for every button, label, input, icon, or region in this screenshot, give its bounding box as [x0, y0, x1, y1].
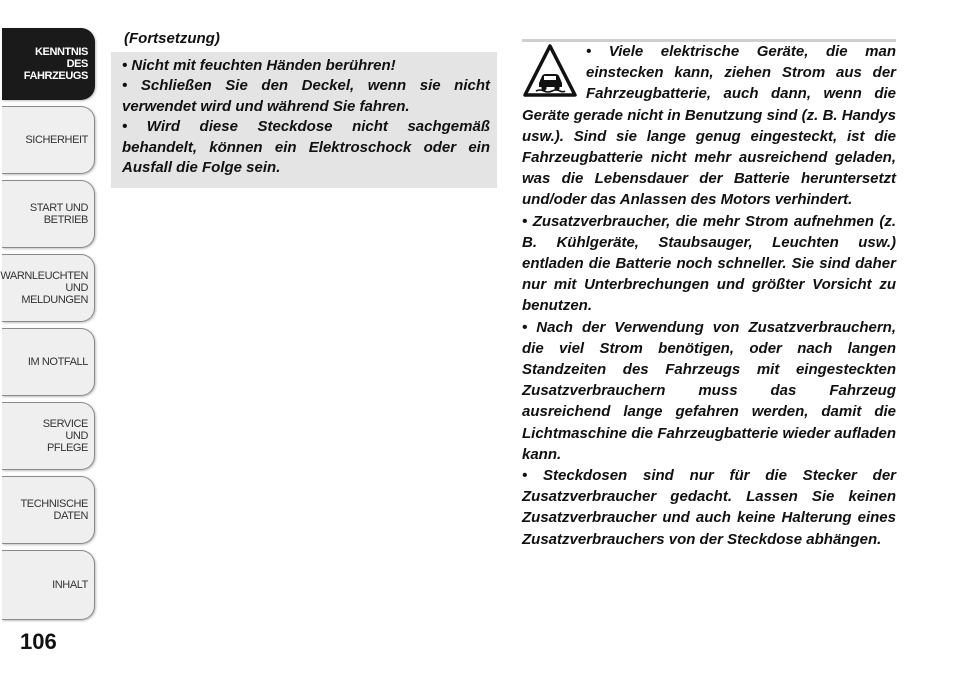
right-warning-list	[522, 41, 896, 550]
warning-bullet: • Nicht mit feuchten Händen berühren!	[122, 57, 396, 74]
tab-label-line: FAHRZEUGS	[23, 70, 88, 82]
tab-label-line: TECHNISCHE	[20, 498, 88, 510]
tab-label-line: WARNLEUCHTEN	[0, 270, 88, 282]
warning-bullet: • Zusatzverbraucher, die mehr Strom aufnehmen (z. B. Kühlgeräte, Staubsauger, Leuchten usw.) entladen die Batterie noch schneller. Sie sind daher nur mit Unterbrechungen und größter Vorsicht zu benutzen.	[522, 212, 896, 315]
tab-label-line: START UND	[29, 202, 88, 214]
tab-label-line: INHALT	[52, 579, 88, 591]
continued-label: (Fortsetzung)	[124, 30, 220, 47]
icon-spacer	[522, 41, 586, 103]
warning-bullet: • Viele elektrische Geräte, die man einstecken kann, ziehen Strom aus der Fahrzeugbatterie, auch dann, wenn die Geräte gerade nicht in Benutzung sind (z. B. Handys usw.). Sind sie lange genug eingesteckt, ist die Fahrzeugbatterie nicht mehr ausreichend geladen, was die Lebensdauer der Batterie heruntersetzt und/oder das Anlassen des Motors verhindert.	[522, 43, 896, 209]
page-number: 106	[20, 629, 57, 654]
tab-label-line: UND	[65, 430, 88, 442]
warning-bullet: • Schließen Sie den Deckel, wenn sie nicht verwendet wird und während Sie fahren.	[122, 77, 490, 115]
tab-label-line: DES	[66, 58, 88, 70]
tab-warnleuchten-und-meldungen[interactable]	[2, 254, 95, 322]
tab-label-line: DATEN	[53, 510, 88, 522]
tab-label-line: MELDUNGEN	[21, 294, 88, 306]
tab-kenntnis-des-fahrzeugs[interactable]	[2, 28, 95, 100]
tab-inhalt[interactable]	[2, 550, 95, 620]
tab-technische-daten[interactable]	[2, 476, 95, 544]
tab-service-und-pflege[interactable]	[2, 402, 95, 470]
tab-sicherheit[interactable]	[2, 106, 95, 174]
tab-label-line: PFLEGE	[46, 442, 88, 454]
tab-label-line: UND	[65, 282, 88, 294]
warning-bullet: • Nach der Verwendung von Zusatzverbrauchern, die viel Strom benötigen, oder nach langen Standzeiten des Fahrzeugs mit eingesteckten Zusatzverbrauchern muss das Fahrzeug ausreichend lange gefahren werden, damit die Lichtmaschine die Fahrzeugbatterie wieder aufladen kann.	[522, 318, 896, 463]
tab-label-line: SERVICE	[42, 418, 88, 430]
tab-label-line: BETRIEB	[43, 214, 88, 226]
warning-bullet: • Wird diese Steckdose nicht sachgemäß behandelt, können ein Elektroschock oder ein Ausfall die Folge sein.	[122, 118, 490, 177]
tab-label-line: IM NOTFALL	[27, 356, 88, 368]
warning-bullet: • Steckdosen sind nur für die Stecker der Zusatzverbraucher gedacht. Lassen Sie keinen Zusatzverbraucher und auch keine Halterung eines Zusatzverbrauchers von der Steckdose abhängen.	[522, 467, 896, 548]
tab-label-line: SICHERHEIT	[25, 134, 88, 146]
tab-im-notfall[interactable]	[2, 328, 95, 396]
tab-start-und-betrieb[interactable]	[2, 180, 95, 248]
tab-label-line: KENNTNIS	[34, 46, 88, 58]
left-warning-list	[122, 56, 490, 178]
